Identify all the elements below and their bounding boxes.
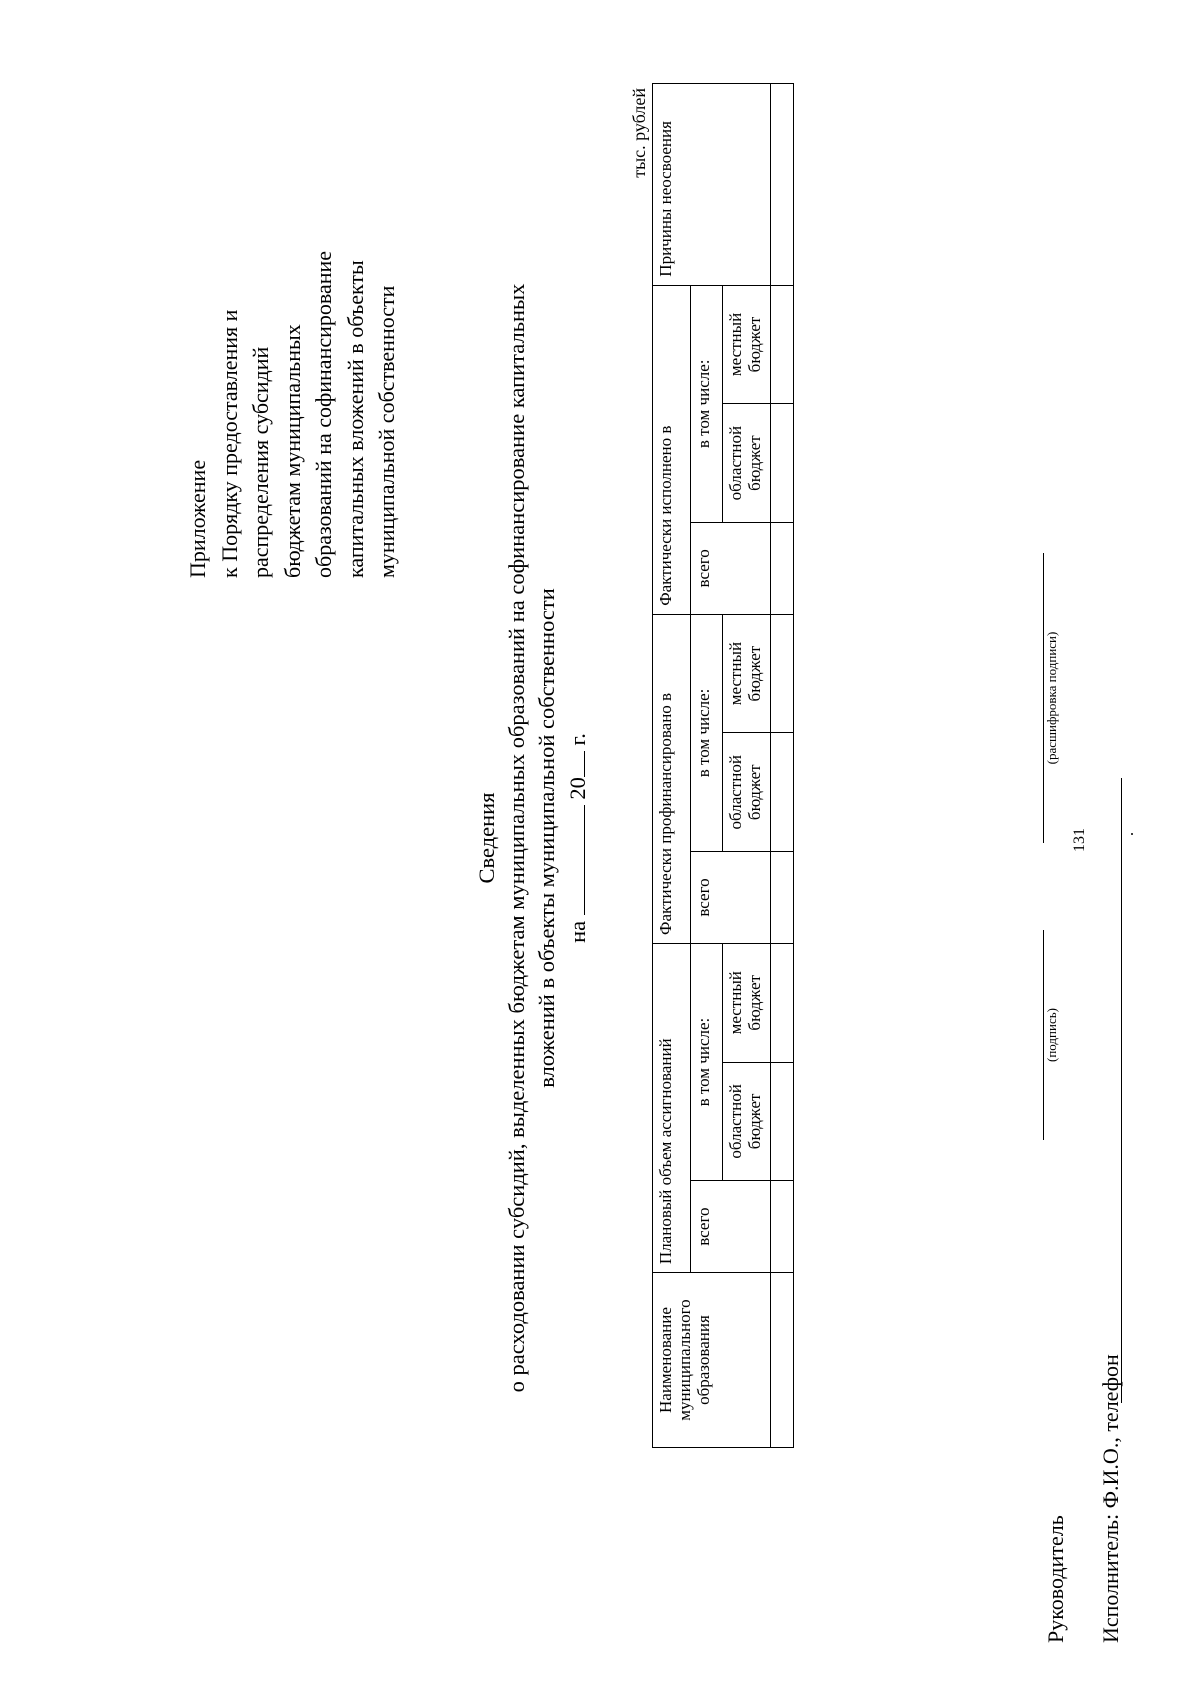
- header-incl: в том числе:: [691, 614, 723, 851]
- header-executed: Фактически исполнено в: [653, 285, 691, 614]
- header-total: всего: [691, 522, 771, 614]
- header-planned: Плановый объем ассигнований: [653, 943, 691, 1272]
- header-reasons: Причины неосвоения: [653, 84, 771, 286]
- date-line: [562, 178, 593, 1498]
- stray-dot: [1131, 833, 1133, 835]
- date-suffix: г.: [565, 733, 590, 746]
- date-prefix: на: [565, 920, 590, 943]
- header-row-sub: [691, 84, 723, 1448]
- date-day-month-blank: [562, 805, 585, 915]
- title-line-1: о расходовании субсидий, выделенных бюджетам муниципальных образований на софинансирование капитальных: [504, 283, 529, 1393]
- table-cell: [771, 614, 794, 733]
- executor-label: Исполнитель: Ф.И.О., телефон: [1098, 1354, 1123, 1643]
- header-incl: в том числе:: [691, 943, 723, 1180]
- title-line-2: вложений в объекты муниципальной собственности: [534, 588, 559, 1088]
- header-total: всего: [691, 852, 771, 944]
- appendix-block: [182, 58, 403, 578]
- table-cell: [771, 84, 794, 286]
- header-regional: областной бюджет: [723, 404, 771, 523]
- header-regional: областной бюджет: [723, 1062, 771, 1181]
- table-cell: [771, 1273, 794, 1448]
- table-cell: [771, 1062, 794, 1181]
- header-incl: в том числе:: [691, 285, 723, 522]
- date-year-blank: [562, 751, 585, 777]
- table-cell: [771, 943, 794, 1062]
- header-financed: Фактически профинансировано в: [653, 614, 691, 943]
- header-local: местный бюджет: [723, 614, 771, 733]
- page-number: 131: [1071, 828, 1088, 852]
- header-regional: областной бюджет: [723, 733, 771, 852]
- header-name-cell: Наименование муниципального образования: [653, 1273, 771, 1448]
- report-title: [472, 178, 593, 1498]
- table-row: [771, 84, 794, 1448]
- appendix-line: распределения субсидий: [248, 346, 273, 578]
- table-cell: [771, 522, 794, 614]
- header-row-groups: [653, 84, 691, 1448]
- appendix-line: Приложение: [185, 459, 210, 578]
- units-label: тыс. рублей: [629, 88, 649, 178]
- table-cell: [771, 404, 794, 523]
- signature-caption: (подпись): [1044, 1008, 1059, 1062]
- title-heading: Сведения: [474, 792, 499, 884]
- table-cell: [771, 1181, 794, 1273]
- head-label: Руководитель: [1043, 1515, 1068, 1643]
- report-table: [652, 83, 794, 1448]
- header-total: всего: [691, 1181, 771, 1273]
- appendix-line: бюджетам муниципальных: [279, 324, 305, 578]
- appendix-line: к Порядку предоставления и: [216, 309, 242, 578]
- header-local: местный бюджет: [723, 943, 771, 1062]
- decoding-caption: (расшифровка подписи): [1044, 631, 1059, 765]
- table-cell: [771, 733, 794, 852]
- executor-line: [1121, 778, 1122, 1403]
- appendix-line: муниципальной собственности: [374, 285, 399, 578]
- date-year: 20: [565, 777, 590, 800]
- table-cell: [771, 852, 794, 944]
- header-local: местный бюджет: [723, 285, 771, 404]
- appendix-line: образований на софинансирование: [311, 250, 336, 578]
- table-cell: [771, 285, 794, 404]
- appendix-line: капитальных вложений в объекты: [342, 260, 368, 578]
